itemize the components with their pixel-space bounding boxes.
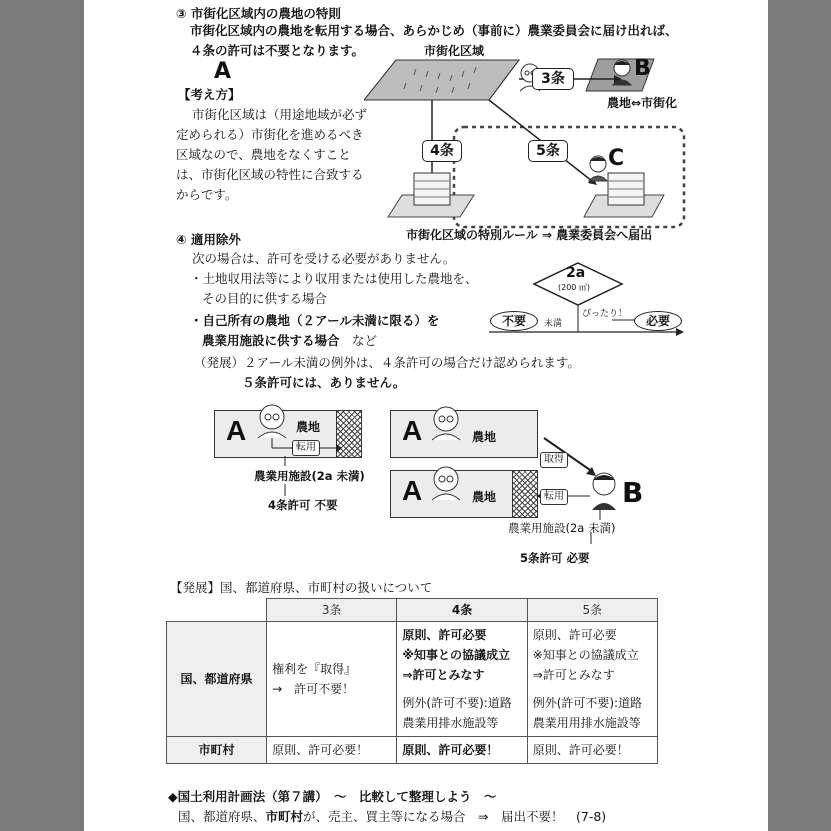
section3-line1: 市街化区域内の農地を転用する場合、あらかじめ（事前に）農業委員会に届け出れば、 (190, 23, 678, 38)
table-cell: 原則、許可必要！ (267, 737, 397, 764)
cell-line: 原則、許可必要 (532, 628, 617, 642)
table-cell: 原則、許可必要！ (527, 737, 657, 764)
diagram3-convert: 転用 (540, 489, 568, 505)
table-cell: 原則、許可必要！ (397, 737, 527, 764)
footer-line-post: が、売主、買主等になる場合 ⇒ 届出不要！ (7-8) (303, 809, 607, 824)
diagram1-farm-city: 農地⇔市街化 (607, 96, 678, 110)
cell-line: 農業用排水施設等 (402, 716, 499, 730)
section4-item2b: 農業用施設に供する場合 (202, 333, 340, 348)
cell-line: 例外(許可不要):道路 (402, 696, 512, 710)
cell-line: 農業用用排水施設等 (532, 716, 641, 730)
diagram1-label-c: C (608, 146, 625, 171)
diagram3-facility: 農業用施設(2a 未満) (508, 521, 616, 535)
table-cell (527, 622, 657, 737)
scale-under: 未満 (544, 319, 563, 329)
diagram1-art5-label: 5条 (528, 140, 568, 162)
diagram2-facility: 農業用施設(2a 未満) (254, 469, 365, 483)
section4-item2a: ・自己所有の農地（２アール未満に限る）を (190, 313, 440, 328)
table-title: 【発展】国、都道府県、市町村の扱いについて (170, 580, 433, 595)
scale-right: 必要 (634, 311, 682, 331)
concept-title: 【考え方】 (178, 87, 241, 102)
cell-line: 例外(許可不要):道路 (532, 696, 643, 710)
diagram2-result: 4条許可 不要 (268, 498, 338, 512)
scale-sub: (200 ㎡) (558, 283, 591, 292)
diagram3-farmland-bottom: 農地 (472, 490, 497, 504)
table-header: 4条 (397, 599, 527, 622)
diagram1-rule-caption: 市街化区域の特別ルール ⇒ 農業委員会へ届出 (406, 228, 653, 242)
concept-line: 定められる）市街化を進めるべき (176, 127, 364, 142)
table-corner (167, 599, 267, 622)
section3-line2: ４条の許可は不要となります。 (190, 43, 365, 58)
concept-line: 市街化区域は（用途地域が必ず (192, 107, 368, 122)
section4-heading: ④ 適用除外 (176, 232, 241, 247)
footer-line-bold: 市町村 (265, 809, 304, 824)
footer-line (178, 808, 606, 825)
diagram3-label-a-bottom: A (402, 475, 423, 506)
section3-heading: ③ 市街化区域内の農地の特則 (176, 6, 341, 21)
cell-line: ※知事との協議成立 (402, 648, 511, 662)
footer-line-pre: 国、都道府県、 (178, 809, 266, 824)
diagram3-label-b: B (622, 476, 644, 509)
cell-line: ⇒許可とみなす (402, 668, 485, 682)
comparison-table (166, 598, 658, 764)
table-header: 5条 (527, 599, 657, 622)
section4-item1a: ・土地収用法等により収用または使用した農地を、 (190, 271, 478, 286)
diagram3-farmland-top: 農地 (472, 430, 497, 444)
diagram1-area-label: 市街化区域 (424, 44, 485, 58)
diagram2-farmland: 農地 (296, 420, 321, 434)
section4-item1b: その目的に供する場合 (202, 291, 328, 306)
section4-dev-line1: （発展）２アール未満の例外は、４条許可の場合だけ認められます。 (194, 355, 580, 370)
concept-line: は、市街化区域の特性に合致する (176, 167, 364, 182)
diagram3-graphics (420, 398, 650, 528)
diagram1-label-a: A (214, 59, 232, 84)
section4-item2 (202, 332, 377, 349)
concept-line: 区域なので、農地をなくすこと (176, 147, 351, 162)
diagram2-label-a: A (226, 415, 247, 446)
diagram1-label-b: B (634, 56, 651, 81)
diagram2-convert: 転用 (292, 440, 320, 456)
diagram3-label-a-top: A (402, 415, 423, 446)
table-row-label: 国、都道府県 (167, 622, 267, 737)
concept-line: からです。 (176, 187, 238, 202)
section4-item2c: など (352, 333, 378, 348)
cell-line: 原則、許可必要 (402, 628, 487, 642)
diagram3-result: 5条許可 必要 (520, 551, 590, 565)
cell-line: ⇒許可とみなす (532, 668, 615, 682)
table-cell (397, 622, 527, 737)
cell-line: ※知事との協議成立 (532, 648, 639, 662)
document-page (84, 0, 768, 831)
cell-line: → 許可不要！ (272, 682, 355, 696)
scale-left: 不要 (490, 311, 538, 331)
diagram1-art3-label: 3条 (532, 68, 574, 90)
cell-line: 権利を『取得』 (272, 662, 357, 676)
section4-dev-line2: ５条許可には、ありません。 (242, 375, 406, 390)
diagram1-art4-label: 4条 (422, 140, 462, 162)
scale-exact: ぴったり！ (582, 309, 628, 319)
footer-heading: ◆国土利用計画法（第７講） ～ 比較して整理しよう ～ (168, 789, 497, 804)
table-header: 3条 (267, 599, 397, 622)
table-cell (267, 622, 397, 737)
scale-top: 2a (566, 265, 586, 281)
table-row-label: 市町村 (167, 737, 267, 764)
diagram3-acquire: 取得 (540, 452, 568, 468)
section4-intro: 次の場合は、許可を受ける必要がありません。 (192, 251, 456, 266)
